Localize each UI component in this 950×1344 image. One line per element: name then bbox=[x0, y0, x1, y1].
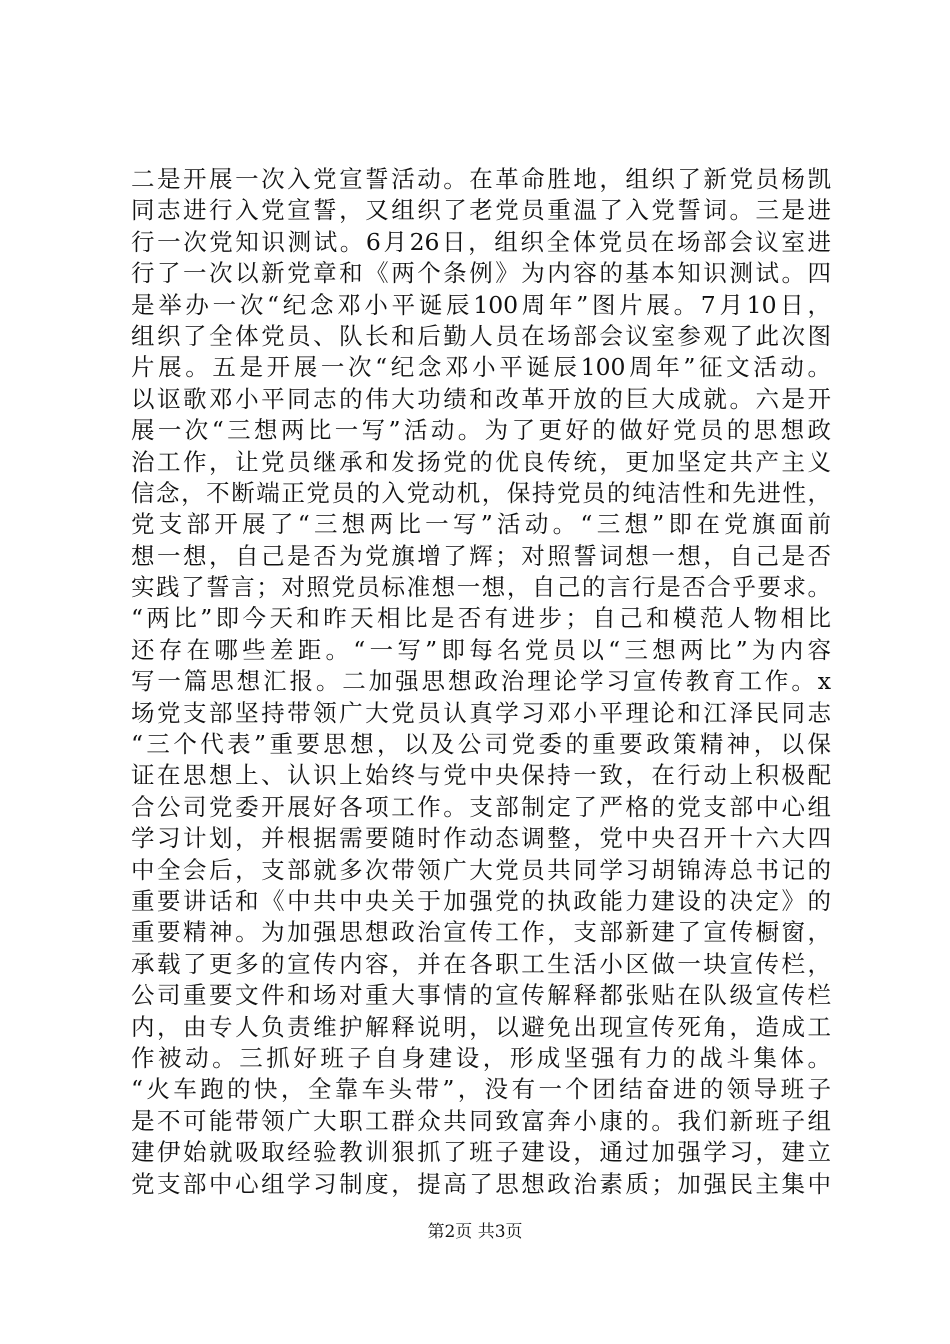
text-line: “两比”即今天和昨天相比是否有进步；自己和模范人物相比 bbox=[131, 604, 831, 633]
text-line: 场党支部坚持带领广大党员认真学习邓小平理论和江泽民同志 bbox=[131, 698, 831, 727]
text-line: 片展。五是开展一次“纪念邓小平诞辰100周年”征文活动。 bbox=[131, 353, 831, 382]
text-line: 中全会后，支部就多次带领广大党员共同学习胡锦涛总书记的 bbox=[131, 855, 831, 884]
text-line: 实践了誓言；对照党员标准想一想，自己的言行是否合乎要求。 bbox=[131, 573, 831, 602]
text-line: 是举办一次“纪念邓小平诞辰100周年”图片展。7月10日， bbox=[131, 290, 831, 319]
page-footer: 第2页 共3页 bbox=[427, 1222, 523, 1242]
text-line: 是不可能带领广大职工群众共同致富奔小康的。我们新班子组 bbox=[131, 1106, 831, 1135]
text-line: 学习计划，并根据需要随时作动态调整，党中央召开十六大四 bbox=[131, 824, 831, 853]
text-line: 展一次“三想两比一写”活动。为了更好的做好党员的思想政 bbox=[131, 416, 831, 445]
text-line: 同志进行入党宣誓，又组织了老党员重温了入党誓词。三是进 bbox=[131, 196, 831, 225]
text-line: 证在思想上、认识上始终与党中央保持一致，在行动上积极配 bbox=[131, 761, 831, 790]
text-line: 想一想，自己是否为党旗增了辉；对照誓词想一想，自己是否 bbox=[131, 541, 831, 570]
text-line: 建伊始就吸取经验教训狠抓了班子建设，通过加强学习，建立 bbox=[131, 1138, 831, 1167]
text-line: 内，由专人负责维护解释说明，以避免出现宣传死角，造成工 bbox=[131, 1012, 831, 1041]
text-line: 行一次党知识测试。6月26日，组织全体党员在场部会议室进 bbox=[131, 227, 831, 256]
text-line: 行了一次以新党章和《两个条例》为内容的基本知识测试。四 bbox=[131, 259, 831, 288]
text-line: 二是开展一次入党宣誓活动。在革命胜地，组织了新党员杨凯 bbox=[131, 165, 831, 193]
text-line: 治工作，让党员继承和发扬党的优良传统，更加坚定共产主义 bbox=[131, 447, 831, 476]
text-line: 党支部开展了“三想两比一写”活动。“三想”即在党旗面前 bbox=[131, 510, 831, 539]
text-line: 党支部中心组学习制度，提高了思想政治素质；加强民主集中 bbox=[131, 1169, 831, 1198]
text-line: 组织了全体党员、队长和后勤人员在场部会议室参观了此次图 bbox=[131, 321, 831, 350]
text-line: 以讴歌邓小平同志的伟大功绩和改革开放的巨大成就。六是开 bbox=[131, 384, 831, 413]
text-line: 承载了更多的宣传内容，并在各职工生活小区做一块宣传栏， bbox=[131, 949, 831, 978]
text-line: 重要精神。为加强思想政治宣传工作，支部新建了宣传橱窗， bbox=[131, 918, 831, 947]
text-line: 作被动。三抓好班子自身建设，形成坚强有力的战斗集体。 bbox=[131, 1043, 831, 1072]
text-line: 合公司党委开展好各项工作。支部制定了严格的党支部中心组 bbox=[131, 792, 831, 821]
text-line: 写一篇思想汇报。二加强思想政治理论学习宣传教育工作。x bbox=[131, 667, 831, 696]
text-line: “三个代表”重要思想，以及公司党委的重要政策精神，以保 bbox=[131, 730, 831, 759]
body-text bbox=[131, 164, 831, 1200]
text-line: 信念，不断端正党员的入党动机，保持党员的纯洁性和先进性， bbox=[131, 478, 831, 507]
text-line: 公司重要文件和场对重大事情的宣传解释都张贴在队级宣传栏 bbox=[131, 981, 831, 1010]
text-line: 重要讲话和《中共中央关于加强党的执政能力建设的决定》的 bbox=[131, 886, 831, 915]
text-line: 还存在哪些差距。“一写”即每名党员以“三想两比”为内容 bbox=[131, 635, 831, 664]
text-line: “火车跑的快，全靠车头带”，没有一个团结奋进的领导班子 bbox=[131, 1075, 831, 1104]
